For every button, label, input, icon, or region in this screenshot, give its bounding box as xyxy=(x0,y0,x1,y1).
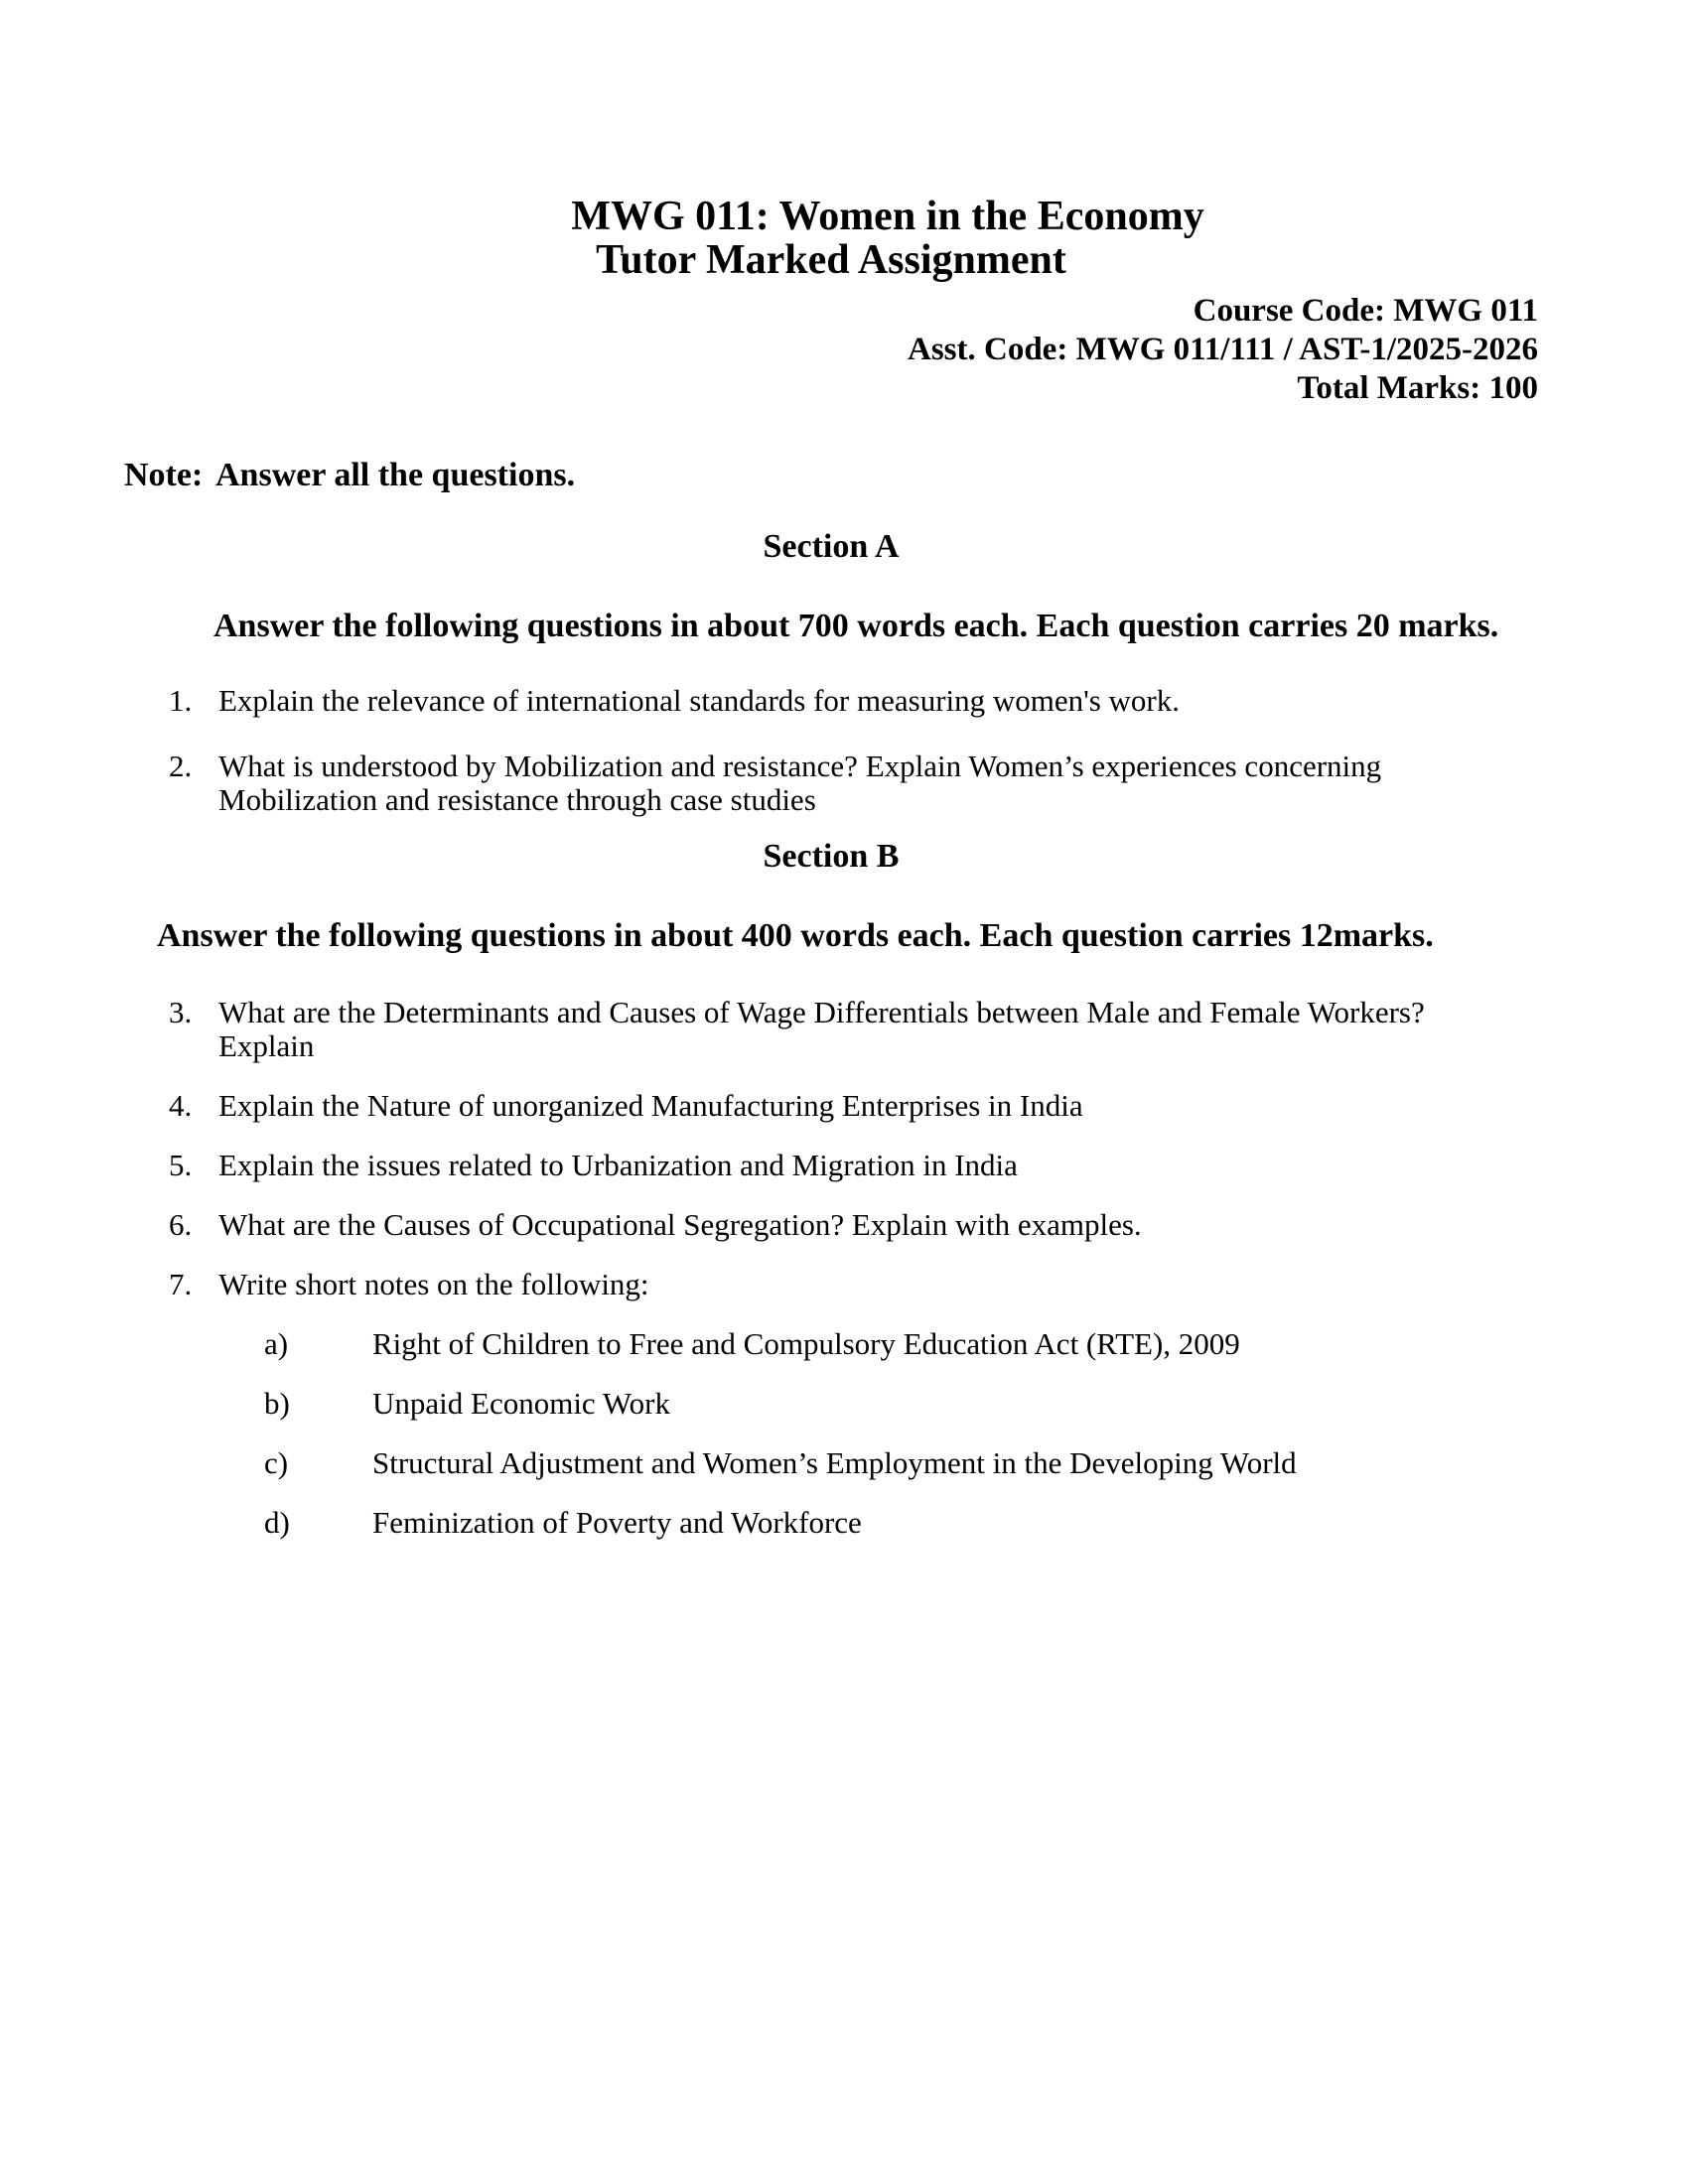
question-text: What are the Determinants and Causes of Wage Differentials between Male and Female Workers? Explain xyxy=(218,995,1425,1063)
subitem-row-b xyxy=(124,1387,1538,1421)
subitem-text: Feminization of Poverty and Workforce xyxy=(372,1505,862,1540)
note-row xyxy=(124,456,1538,495)
question-row-3 xyxy=(124,996,1538,1063)
question-number: 6. xyxy=(169,1207,193,1242)
question-row-7 xyxy=(124,1268,1538,1301)
section-a-instruction: Answer the following questions in about 700 words each. Each question carries 20 marks. xyxy=(213,608,1499,644)
question-text: What are the Causes of Occupational Segregation? Explain with examples. xyxy=(218,1207,1142,1242)
subitem-text: Structural Adjustment and Women’s Employment in the Developing World xyxy=(372,1445,1297,1480)
course-code-line: Course Code: MWG 011 xyxy=(1193,293,1538,329)
question-number: 2. xyxy=(169,749,193,783)
subitem-text: Right of Children to Free and Compulsory Education Act (RTE), 2009 xyxy=(372,1326,1240,1361)
asst-code-line: Asst. Code: MWG 011/111 / AST-1/2025-2026 xyxy=(907,332,1538,367)
question-text: Explain the Nature of unorganized Manufacturing Enterprises in India xyxy=(218,1088,1083,1123)
question-number: 3. xyxy=(169,995,193,1029)
title-line-1: MWG 011: Women in the Economy xyxy=(571,194,1204,239)
question-number: 1. xyxy=(169,683,193,718)
section-b-heading: Section B xyxy=(763,838,900,875)
page-title xyxy=(124,195,1538,282)
question-number: 5. xyxy=(169,1148,193,1182)
subitem-letter: b) xyxy=(264,1386,290,1421)
question-row-1 xyxy=(124,684,1538,718)
question-row-2 xyxy=(124,750,1538,817)
note-text: Answer all the questions. xyxy=(215,457,576,493)
question-text: Explain the issues related to Urbanization and Migration in India xyxy=(218,1148,1018,1182)
total-marks-line: Total Marks: 100 xyxy=(1297,370,1538,406)
title-line-2: Tutor Marked Assignment xyxy=(596,237,1066,283)
section-b-instruction: Answer the following questions in about 400 words each. Each question carries 12marks. xyxy=(157,917,1434,954)
subitem-text: Unpaid Economic Work xyxy=(372,1386,670,1421)
question-row-5 xyxy=(124,1149,1538,1182)
subitem-letter: d) xyxy=(264,1505,290,1540)
subitem-row-a xyxy=(124,1327,1538,1361)
question-number: 7. xyxy=(169,1267,193,1301)
question-text: Write short notes on the following: xyxy=(218,1267,649,1301)
question-text: Explain the relevance of international standards for measuring women's work. xyxy=(218,683,1180,718)
section-a-heading: Section A xyxy=(763,528,900,565)
question-row-6 xyxy=(124,1208,1538,1242)
question-number: 4. xyxy=(169,1088,193,1123)
subitem-row-d xyxy=(124,1506,1538,1540)
subitem-letter: c) xyxy=(264,1445,289,1480)
course-codes-block xyxy=(124,292,1538,408)
question-text: What is understood by Mobilization and resistance? Explain Women’s experiences concerning Mobilization and resistance through case studies xyxy=(218,749,1382,817)
note-label: Note: xyxy=(124,457,204,493)
subitem-row-c xyxy=(124,1446,1538,1480)
question-row-4 xyxy=(124,1089,1538,1123)
subitem-letter: a) xyxy=(264,1326,289,1361)
